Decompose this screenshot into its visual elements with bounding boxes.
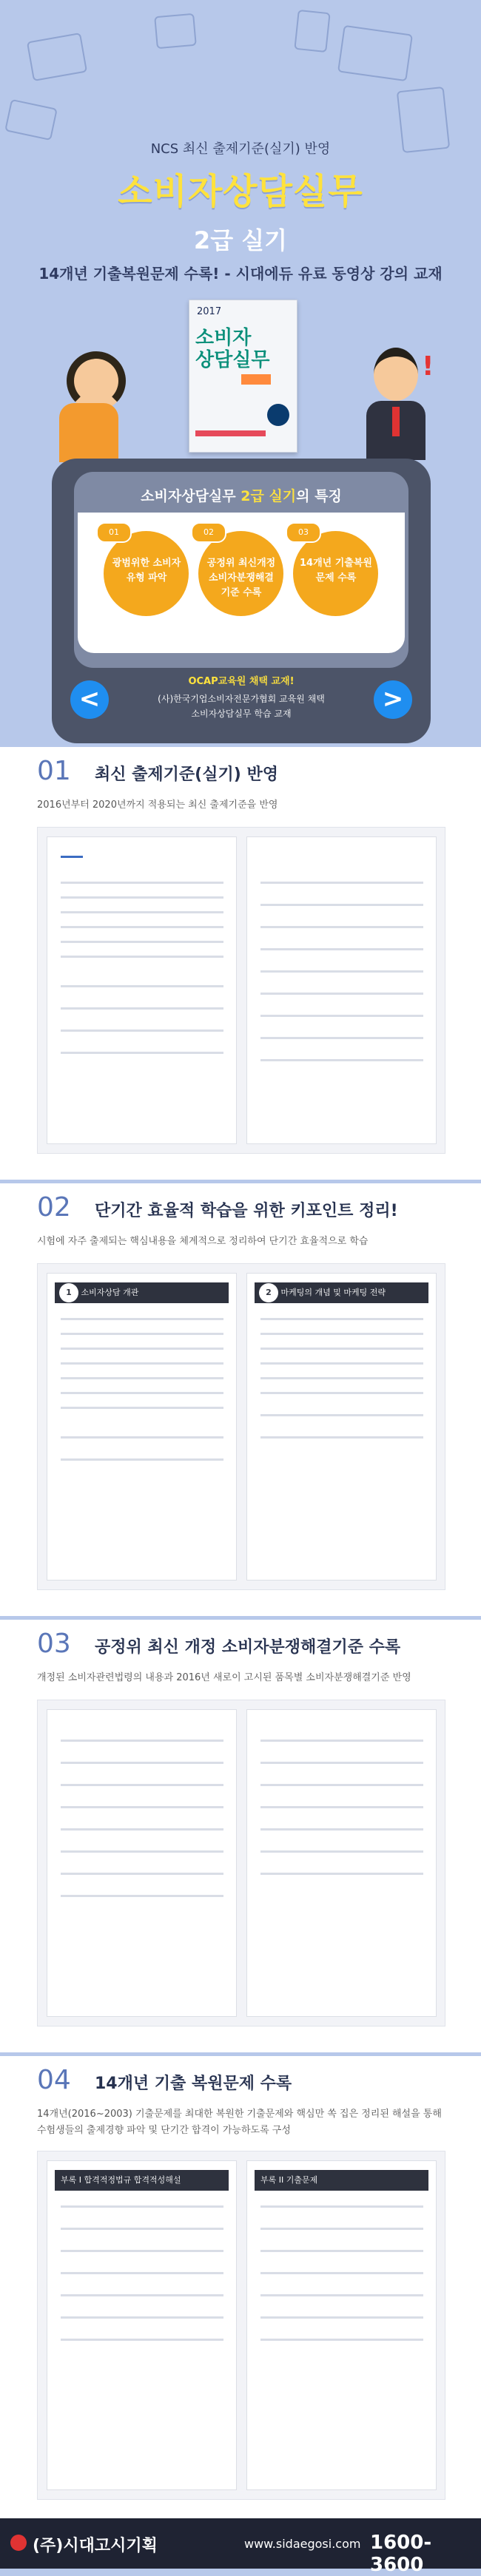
section-02 (0, 1183, 481, 1616)
features-inner (74, 472, 408, 668)
book-title: 소비자 상담실무 (195, 327, 270, 371)
section-04 (0, 2056, 481, 2518)
appendix-tab: 부록 II 기출문제 (255, 2170, 428, 2191)
hero-kicker: NCS 최신 출제기준(실기) 반영 (150, 141, 331, 157)
preview-page-right (246, 836, 437, 1144)
book-level-tag (241, 374, 271, 385)
section-01 (0, 747, 481, 1180)
feature-item (293, 527, 378, 616)
preview-page-left (47, 1273, 237, 1581)
hero-tagline: 14개년 기출복원문제 수록! - 시대에듀 유료 동영상 강의 교재 (38, 265, 443, 283)
preview-panel (37, 827, 445, 1154)
phone-icon (154, 13, 197, 50)
next-arrow-button[interactable]: > (374, 680, 412, 719)
laptop-icon (27, 33, 87, 81)
preview-page-left (47, 1709, 237, 2017)
preview-panel (37, 1263, 445, 1590)
section-03 (0, 1620, 481, 2052)
feature-item (198, 527, 283, 616)
prev-arrow-button[interactable]: < (70, 680, 109, 719)
section-number: 03 (37, 1629, 71, 1659)
ncs-badge (267, 404, 289, 426)
chapter-tab: 1 소비자상담 개관 (55, 1282, 229, 1303)
feature-num: 03 (286, 522, 321, 543)
book-cover (189, 300, 297, 453)
company-logo (10, 2535, 27, 2551)
website-link[interactable]: www.sidaegosi.com (244, 2537, 361, 2551)
features-note: (사)한국기업소비자전문가협회 교육원 채택 소비자상담실무 학습 교재 (158, 694, 325, 719)
footer (0, 2518, 481, 2576)
section-desc: 시험에 자주 출제되는 핵심내용을 체계적으로 정리하여 단기간 효율적으로 학습 (37, 1236, 369, 1247)
section-desc: 14개년(2016~2003) 기출문제를 최대한 복원한 기출문제와 핵심만 쏙 집은 정리된 해설을 통해 수험생들의 출제경향 파악 및 단기간 합격이 가능하도록 구성 (37, 2109, 442, 2136)
exclamation-icon: ! (422, 351, 434, 382)
features-note-highlight: OCAP교육원 채택 교재! (188, 676, 295, 687)
preview-panel (37, 2151, 445, 2500)
woman-illustration (48, 351, 130, 462)
feature-text: 14개년 기출복원문제 수록 (300, 558, 372, 584)
preview-page-right (246, 1709, 437, 2017)
section-heading: 단기간 효율적 학습을 위한 키포인트 정리! (95, 1202, 398, 1220)
hero-subtitle: 2급 실기 (193, 226, 288, 254)
feature-text: 공정위 최신개정 소비자분쟁해결 기준 수록 (206, 558, 276, 598)
woman-head (67, 351, 126, 410)
preview-page-left (47, 2160, 237, 2490)
section-desc: 개정된 소비자관련법령의 내용과 2016년 새로이 고시된 품목별 소비자분쟁해결기준 반영 (37, 1672, 411, 1683)
preview-page-right (246, 2160, 437, 2490)
feature-text: 광범위한 소비자 유형 파악 (112, 558, 181, 584)
phone-number: 1600-3600 (370, 2532, 432, 2576)
hero-title: 소비자상담실무 (118, 171, 363, 212)
features-title: 소비자상담실무 2급 실기의 특징 (141, 488, 342, 504)
man-tie (392, 407, 400, 436)
book-stripe (195, 430, 266, 436)
chapter-tab: 2 마케팅의 개념 및 마케팅 전략 (255, 1282, 428, 1303)
section-number: 01 (37, 756, 71, 786)
book-year: 2017 (197, 306, 222, 317)
keyboard-icon (4, 99, 58, 141)
preview-page-left (47, 836, 237, 1144)
features-panel (52, 459, 431, 743)
section-number: 02 (37, 1192, 71, 1223)
appendix-tab: 부록 I 합격적정법규 합격적성해설 (55, 2170, 229, 2191)
man-head (374, 348, 418, 401)
section-number: 04 (37, 2065, 71, 2095)
section-heading: 최신 출제기준(실기) 반영 (95, 765, 278, 784)
feature-num: 02 (191, 522, 226, 543)
hero-banner (0, 0, 481, 459)
preview-page-right (246, 1273, 437, 1581)
feature-num: 01 (96, 522, 132, 543)
woman-body (59, 403, 118, 462)
feature-item (104, 527, 189, 616)
laptop-icon (337, 25, 413, 81)
man-illustration (355, 348, 437, 459)
section-heading: 14개년 기출 복원문제 수록 (95, 2075, 292, 2093)
section-heading: 공정위 최신 개정 소비자분쟁해결기준 수록 (95, 1638, 401, 1657)
mouse-icon (294, 10, 330, 53)
section-desc: 2016년부터 2020년까지 적용되는 최신 출제기준을 반영 (37, 799, 278, 811)
preview-panel (37, 1700, 445, 2026)
company-name: (주)시대고시기획 (33, 2537, 158, 2555)
